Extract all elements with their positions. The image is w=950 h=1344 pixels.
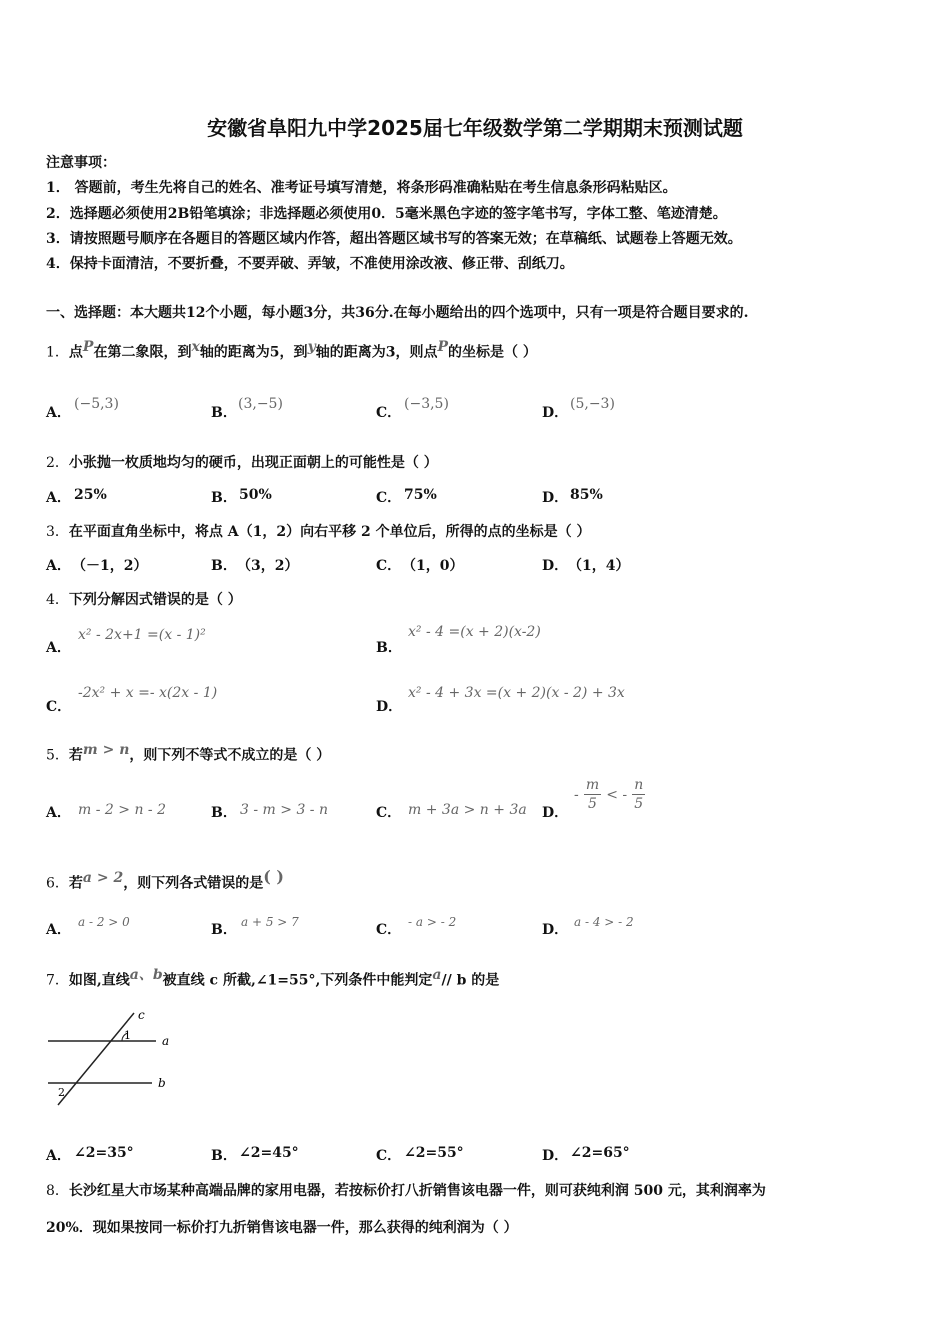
option-label: C． — [46, 699, 72, 715]
option-value: - a > - 2 — [408, 915, 457, 929]
label-a: a — [162, 1034, 170, 1048]
option-value: (−3,5) — [404, 396, 449, 412]
option-value: x² - 4 =(x + 2)(x-2) — [408, 624, 541, 640]
option-value: (3,−5) — [238, 396, 283, 412]
option-label: D． — [542, 1148, 569, 1164]
option-label: B． — [211, 805, 237, 821]
line-c — [58, 1013, 134, 1105]
question-number: 4． — [46, 592, 69, 608]
notice-item-4: 4．保持卡面清洁，不要折叠，不要弄破、弄皱，不准使用涂改液、修正带、刮纸刀。 — [46, 256, 574, 272]
option-value: (−5,3) — [74, 396, 119, 412]
option-value: ∠2=45° — [239, 1145, 299, 1161]
option-label: D． — [542, 922, 569, 938]
label-angle-2: 2 — [58, 1086, 65, 1099]
option-value: （1，4） — [568, 558, 630, 574]
option-value: （3，2） — [237, 558, 299, 574]
option-value: （1，0） — [402, 558, 464, 574]
option-label: C． — [376, 405, 402, 421]
option-value: 75% — [404, 487, 437, 503]
question-number: 1． — [46, 344, 69, 361]
option-label: C． — [376, 490, 402, 506]
option-label: A． — [46, 640, 71, 656]
notice-heading: 注意事项： — [46, 155, 116, 171]
option-label: D． — [376, 699, 403, 715]
option-value: x² - 4 + 3x =(x + 2)(x - 2) + 3x — [408, 685, 625, 701]
option-value: a - 4 > - 2 — [574, 915, 634, 929]
option-value: x² - 2x+1 =(x - 1)² — [78, 627, 206, 643]
question-number: 3． — [46, 524, 69, 540]
option-label: C． — [376, 1148, 402, 1164]
notice-item-1: 1． 答题前，考生先将自己的姓名、准考证号填写清楚，将条形码准确粘贴在考生信息条形码粘贴区。 — [46, 180, 677, 196]
section-heading: 一、选择题：本大题共12个小题，每小题3分，共36分.在每小题给出的四个选项中，只有一项是符合题目要求的. — [46, 305, 749, 321]
label-c: c — [138, 1008, 145, 1022]
option-value: ∠2=35° — [74, 1145, 134, 1161]
option-label: B． — [211, 922, 237, 938]
option-label: C． — [376, 922, 402, 938]
option-label: D． — [542, 405, 569, 421]
option-value: 85% — [570, 487, 603, 503]
var-p: P — [437, 339, 448, 355]
condition: a > 2 — [82, 870, 124, 886]
option-label: D． — [542, 558, 569, 574]
option-label: A． — [46, 405, 71, 421]
question-5: 5．若$^{m > n}$，则下列不等式不成立的是（ ） — [46, 742, 331, 764]
option-value: 3 - m > 3 - n — [240, 802, 328, 818]
option-value-fraction: - $\frac{m}{5}$ < - $\frac{n}{5}$ — [574, 777, 644, 812]
option-label: D． — [542, 490, 569, 506]
condition: m > n — [82, 742, 130, 758]
option-label: C． — [376, 805, 402, 821]
option-value: (5,−3) — [570, 396, 615, 412]
option-value: 50% — [239, 487, 272, 503]
question-4: 4．下列分解因式错误的是（ ） — [46, 592, 242, 608]
option-label: A． — [46, 1148, 71, 1164]
question-2: 2．小张抛一枚质地均匀的硬币，出现正面朝上的可能性是（ ） — [46, 455, 438, 471]
notice-item-3: 3．请按照题号顺序在各题目的答题区域内作答，超出答题区域书写的答案无效；在草稿纸、试题卷上答题无效。 — [46, 231, 742, 247]
question-number: 5． — [46, 747, 69, 764]
question-3: 3．在平面直角坐标中，将点 A（1，2）向右平移 2 个单位后，所得的点的坐标是（ ） — [46, 524, 591, 540]
option-value: 25% — [74, 487, 107, 503]
label-b: b — [158, 1076, 166, 1090]
option-label: D． — [542, 805, 569, 821]
question-number: 6． — [46, 875, 69, 892]
question-7: 7．如图,直线$^{a、b}$被直线 c 所截,∠1=55°,下列条件中能判定$^a$// b 的是 — [46, 967, 500, 989]
option-label: A． — [46, 922, 71, 938]
option-value: a - 2 > 0 — [78, 915, 130, 929]
option-label: B． — [376, 640, 402, 656]
option-label: C． — [376, 558, 402, 574]
question-1: 1．点$^P$在第二象限，到$^x$轴的距离为5，到$^y$轴的距离为3，则点$^P$的坐标是（ ） — [46, 339, 537, 361]
page-title: 安徽省阜阳九中学2025届七年级数学第二学期期末预测试题 — [207, 116, 743, 140]
question-number: 2． — [46, 455, 69, 471]
option-label: A． — [46, 558, 71, 574]
option-value: （－1，2） — [72, 558, 148, 574]
parallel-lines-figure — [44, 1005, 184, 1115]
option-label: B． — [211, 1148, 237, 1164]
var-y: y — [307, 339, 316, 355]
option-label: A． — [46, 490, 71, 506]
var-a: a — [432, 967, 442, 983]
option-value: -2x² + x =- x(2x - 1) — [78, 685, 218, 701]
option-value: a + 5 > 7 — [241, 915, 299, 929]
option-label: A． — [46, 805, 71, 821]
question-8: 8．长沙红星大市场某种高端品牌的家用电器，若按标价打八折销售该电器一件，则可获纯利润 500 元，其利润率为 — [46, 1183, 766, 1199]
option-value: m + 3a > n + 3a — [408, 802, 527, 818]
question-number: 7． — [46, 972, 69, 989]
label-angle-1: 1 — [124, 1029, 131, 1042]
option-value: m - 2 > n - 2 — [78, 802, 166, 818]
var-p: P — [82, 339, 94, 355]
option-value: ∠2=65° — [570, 1145, 630, 1161]
lines-ab: a、b — [129, 967, 163, 983]
option-value: ∠2=55° — [404, 1145, 464, 1161]
question-number: 8． — [46, 1183, 69, 1199]
option-label: B． — [211, 490, 237, 506]
notice-item-2: 2．选择题必须使用2B铅笔填涂；非选择题必须使用0．5毫米黑色字迹的签字笔书写，字体工整、笔迹清楚。 — [46, 206, 727, 222]
var-x: x — [191, 339, 200, 355]
option-label: B． — [211, 558, 237, 574]
question-8-line-2: 20%．现如果按同一标价打九折销售该电器一件，那么获得的纯利润为（ ） — [46, 1220, 518, 1236]
option-label: B． — [211, 405, 237, 421]
question-6: 6．若$^{a > 2}$，则下列各式错误的是( ) — [46, 867, 284, 892]
